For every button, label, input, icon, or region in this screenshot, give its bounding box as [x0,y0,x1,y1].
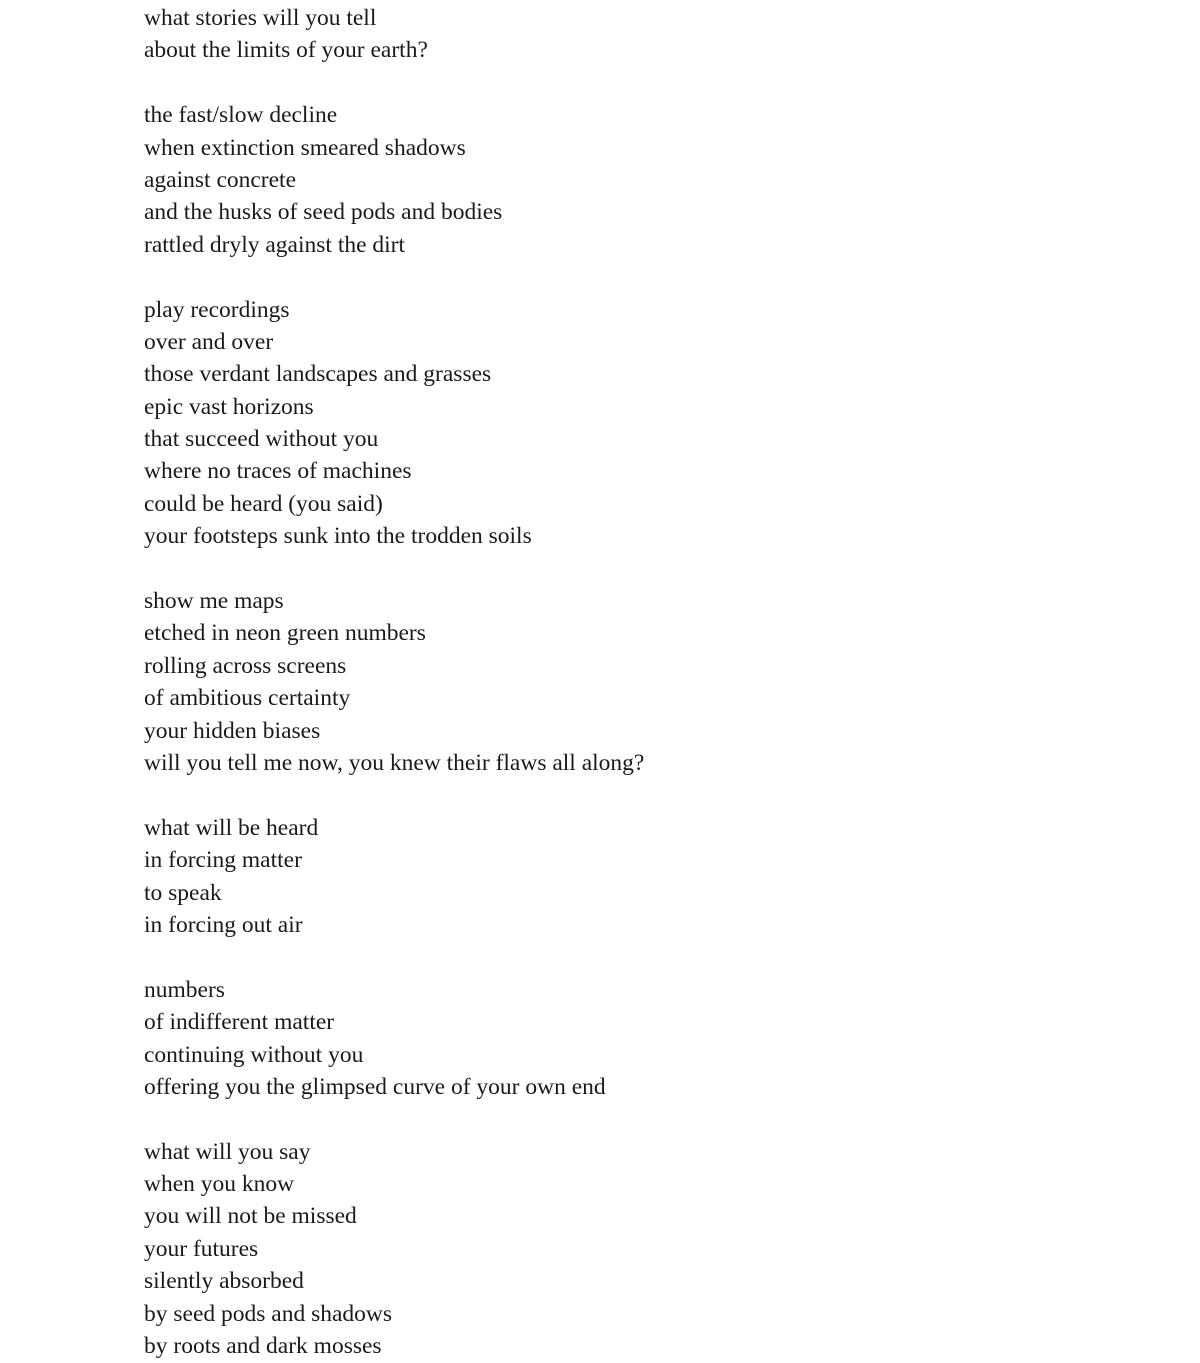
poem-line: silently absorbed [144,1268,304,1295]
stanza-3 [144,294,1144,553]
stanza-6 [144,974,1144,1104]
poem-line: by roots and dark mosses [144,1333,382,1360]
poem-line: those verdant landscapes and grasses [144,361,492,388]
poem-line: show me maps [144,588,284,615]
poem-line: and the husks of seed pods and bodies [144,199,503,226]
poem-line: continuing without you [144,1041,364,1068]
poem-line: your hidden biases [144,717,321,744]
poem-line: when you know [144,1171,295,1198]
stanza-1 [144,2,1144,67]
poem-line: etched in neon green numbers [144,620,426,647]
poem-line: you will not be missed [144,1203,357,1230]
stanza-2 [144,99,1144,261]
stanza-4 [144,585,1144,779]
poem-body [144,2,1144,1362]
poem-line: what stories will you tell [144,5,377,31]
stanza-5 [144,812,1144,942]
poem-line: play recordings [144,296,290,323]
poem-line: what will be heard [144,814,319,841]
poem-line: over and over [144,328,274,355]
poem-line: offering you the glimpsed curve of your own end [144,1073,606,1100]
poem-line: epic vast horizons [144,393,314,420]
poem-line: when extinction smeared shadows [144,134,466,161]
poem-line: of ambitious certainty [144,685,351,712]
poem-line: rolling across screens [144,652,347,679]
poem-line: rattled dryly against the dirt [144,231,406,258]
poem-line: numbers [144,976,225,1003]
poem-line: in forcing out air [144,911,303,938]
poem-line: of indifferent matter [144,1009,335,1036]
poem-line: against concrete [144,166,297,193]
stanza-7 [144,1136,1144,1363]
poem-line: your futures [144,1235,259,1262]
poem-line: to speak [144,879,222,906]
poem-line: what will you say [144,1138,311,1165]
poem-line: the fast/slow decline [144,102,338,129]
poem-line: could be heard (you said) [144,490,383,517]
poem-line: will you tell me now, you knew their flaws all along? [144,749,645,776]
poem-line: that succeed without you [144,426,379,453]
poem-line: in forcing matter [144,847,302,874]
poem-line: your footsteps sunk into the trodden soils [144,523,532,550]
poem-line: about the limits of your earth? [144,37,428,64]
poem-line: by seed pods and shadows [144,1300,393,1327]
poem-line: where no traces of machines [144,458,412,485]
